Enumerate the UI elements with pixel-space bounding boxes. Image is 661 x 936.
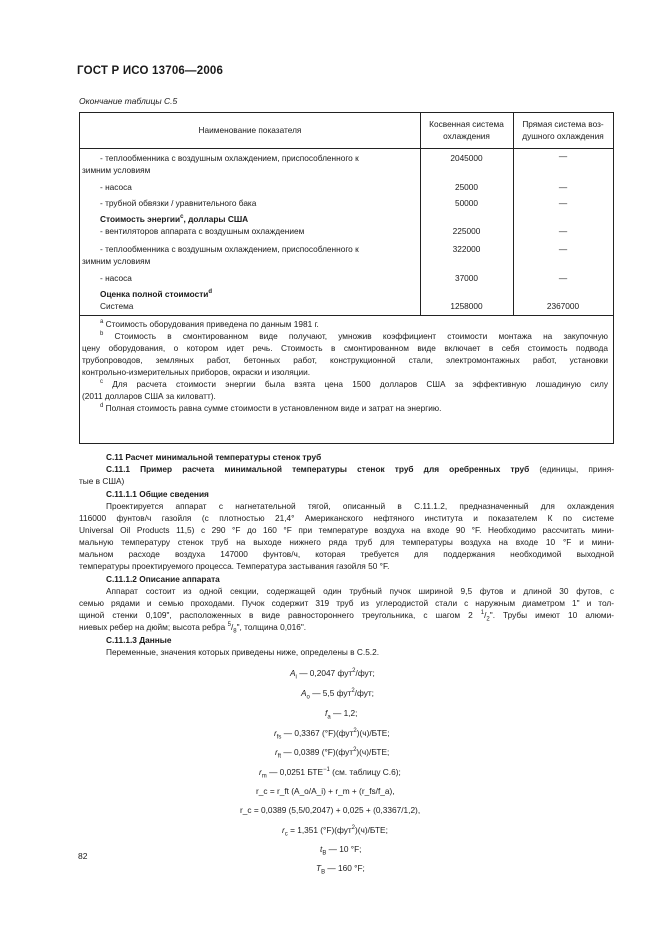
section-heading-c1113: С.11.1.3 Данные (106, 635, 172, 645)
table-footnote-b-line: цену оборудования, о котором идет речь. Стоимость в смонтированном виде включает в себя стоимость подвода (82, 343, 608, 353)
paragraph-line: Universal Oil Products 11,5) с 290 °F до 160 °F при температуре воздуха на входе 90 °F. Необходимо рассчитать мини- (79, 525, 614, 535)
table-cell-indirect: 225000 (452, 226, 481, 236)
section-heading-c11: С.11 Расчет минимальной температуры стенок труб (106, 452, 322, 462)
table-row-label: зимним условиям (82, 256, 151, 266)
equation-ai: $A_i$ — 0,2047 фут$^2$/фут; (290, 668, 375, 681)
table-cell-indirect: 322000 (452, 244, 481, 254)
table-row-label: - теплообменника с воздушным охлаждением, приспособленного к (100, 244, 359, 254)
table-footnote-divider (80, 315, 613, 316)
equation-tb-upper: $T_B$ — 160 °F; (316, 863, 365, 876)
table-row-label: Система (100, 301, 134, 311)
table-cell-direct: 2367000 (546, 301, 580, 311)
table-footnote-b: $^b$ Стоимость в смонтированном виде получают, умножив коэффициент стоимости монтажа на закупочную (100, 331, 608, 341)
equation-rft: $r_{ft}$ — 0,0389 (°F)(фут$^2$)(ч)/БТЕ; (275, 747, 390, 760)
table-row-label: - вентиляторов аппарата с воздушным охлаждением (100, 226, 305, 236)
section-heading-c111: С.11.1 Пример расчета минимальной температуры стенок труб для оребренных труб (единицы, приня- (106, 464, 614, 474)
table-footnote-c-line: (2011 долларов США за киловатт). (82, 391, 216, 401)
table-footnote-a: $^a$ Стоимость оборудования приведена по данным 1981 г. (100, 319, 319, 329)
paragraph-line: ниевых ребер на дюйм; высота ребра $^5/_8$", толщина 0,016". (79, 622, 307, 635)
table-cell-indirect: 25000 (454, 182, 479, 192)
equation-rc-formula: r_c = r_ft (A_o/A_i) + r_m + (r_fs/f_a), (256, 786, 395, 796)
col-header-indirect-2: охлаждения (443, 131, 490, 141)
table-row-label: - трубной обвязки / уравнительного бака (100, 198, 257, 208)
paragraph-line: мальную температуру стенок труб на выходе нижнего ряда труб для температуры воздуха на входе 10 °F и мини- (79, 537, 614, 547)
paragraph-line: Переменные, значения которых приведены ниже, определены в С.5.2. (106, 647, 380, 657)
equation-rfs: $r_{fs}$ — 0,3367 (°F)(фут$^2$)(ч)/БТЕ; (274, 728, 390, 741)
equation-rm: $r_m$ — 0,0251 $БТЕ^{-1}$ (см. таблицу С.6); (259, 767, 401, 780)
cost-table (79, 112, 614, 444)
table-cell-indirect: 37000 (454, 273, 479, 283)
table-header-divider (80, 148, 613, 149)
table-cell-direct: — (558, 273, 568, 283)
table-cell-indirect: 1258000 (450, 301, 483, 311)
table-cell-direct: — (558, 182, 568, 192)
col-header-name: Наименование показателя (198, 125, 302, 135)
document-header: ГОСТ Р ИСО 13706—2006 (77, 65, 224, 77)
table-footnote-c: $^c$ Для расчета стоимости энергии была взята цена 1500 долларов США за эффективную лошадиную силу (100, 379, 608, 389)
table-cell-indirect: 50000 (454, 198, 479, 208)
page-number: 82 (78, 851, 88, 861)
equation-tb: $t_B$ — 10 °F; (320, 844, 362, 857)
equation-fa: $f_a$ — 1,2; (325, 708, 358, 721)
paragraph-line: 116000 фунтов/ч газойля (с плотностью 21,4° Американского нефтяного института и показателем К по системе (79, 513, 614, 523)
table-row-label: зимним условиям (82, 165, 151, 175)
section-heading-c1112: С.11.1.2 Описание аппарата (106, 574, 220, 584)
table-section-heading: Оценка полной стоимости$^d$ (100, 289, 213, 299)
table-footnote-b-line: трубопроводов, земляных работ, бетонных работ, конструкционной стали, электромонтажных работ, установки (82, 355, 608, 365)
col-header-direct-2: душного охлаждения (522, 131, 604, 141)
table-cell-direct: — (558, 198, 568, 208)
table-cell-direct: — (558, 244, 568, 254)
table-cell-direct: — (558, 226, 568, 236)
paragraph-line: щиной стенки 0,109", расположенных в виде равностороннего треугольника, с шагом 2 $^1/_2$". Трубы имеют 10 алюми- (79, 610, 615, 623)
table-col-divider-2 (513, 113, 514, 316)
table-cell-direct: — (558, 151, 568, 161)
paragraph-line: Проектируется аппарат с нагнетательной тягой, описанный в С.11.1.2, предназначенный для охлаждения (106, 501, 614, 511)
section-heading-c111-tail: тые в США) (79, 476, 125, 486)
paragraph-line: Аппарат состоит из одной секции, содержащей один трубный пучок шириной 9,5 футов и длиной 30 футов, с (106, 586, 614, 596)
table-col-divider-1 (420, 113, 421, 316)
table-cell-indirect: 2045000 (450, 153, 483, 163)
col-header-direct-1: Прямая система воз- (522, 119, 604, 129)
table-row-label: - насоса (100, 182, 132, 192)
section-heading-c1111: С.11.1.1 Общие сведения (106, 489, 209, 499)
paragraph-line: семью рядами и семью проходами. Пучок содержит 319 труб из углеродистой стали с наружным диаметром 1" и тол- (79, 598, 614, 608)
table-row-label: - теплообменника с воздушным охлаждением, приспособленного к (100, 153, 359, 163)
col-header-indirect-1: Косвенная система (429, 119, 504, 129)
table-section-heading: Стоимость энергии$^c$, доллары США (100, 214, 249, 224)
table-caption: Окончание таблицы С.5 (79, 96, 178, 106)
equation-rc-substitution: r_c = 0,0389 (5,5/0,2047) + 0,025 + (0,3367/1,2), (240, 805, 421, 815)
paragraph-line: мальном расходе воздуха 147000 фунтов/ч, которая требуется для поддержания необходимой выходной (79, 549, 614, 559)
paragraph-line: температуры проектируемого процесса. Температура застывания газойля 50 °F. (79, 561, 390, 571)
equation-ao: $A_o$ — 5,5 фут$^2$/фут; (301, 688, 374, 701)
equation-rc-result: $r_c = 1,351$ (°F)(фут$^2$)(ч)/БТЕ; (282, 825, 388, 838)
table-row-label: - насоса (100, 273, 132, 283)
table-footnote-d: $^d$ Полная стоимость равна сумме стоимости в установленном виде и затрат на энергию. (100, 403, 442, 413)
table-footnote-b-line: контрольно-измерительных приборов, окраски и изоляции. (82, 367, 311, 377)
